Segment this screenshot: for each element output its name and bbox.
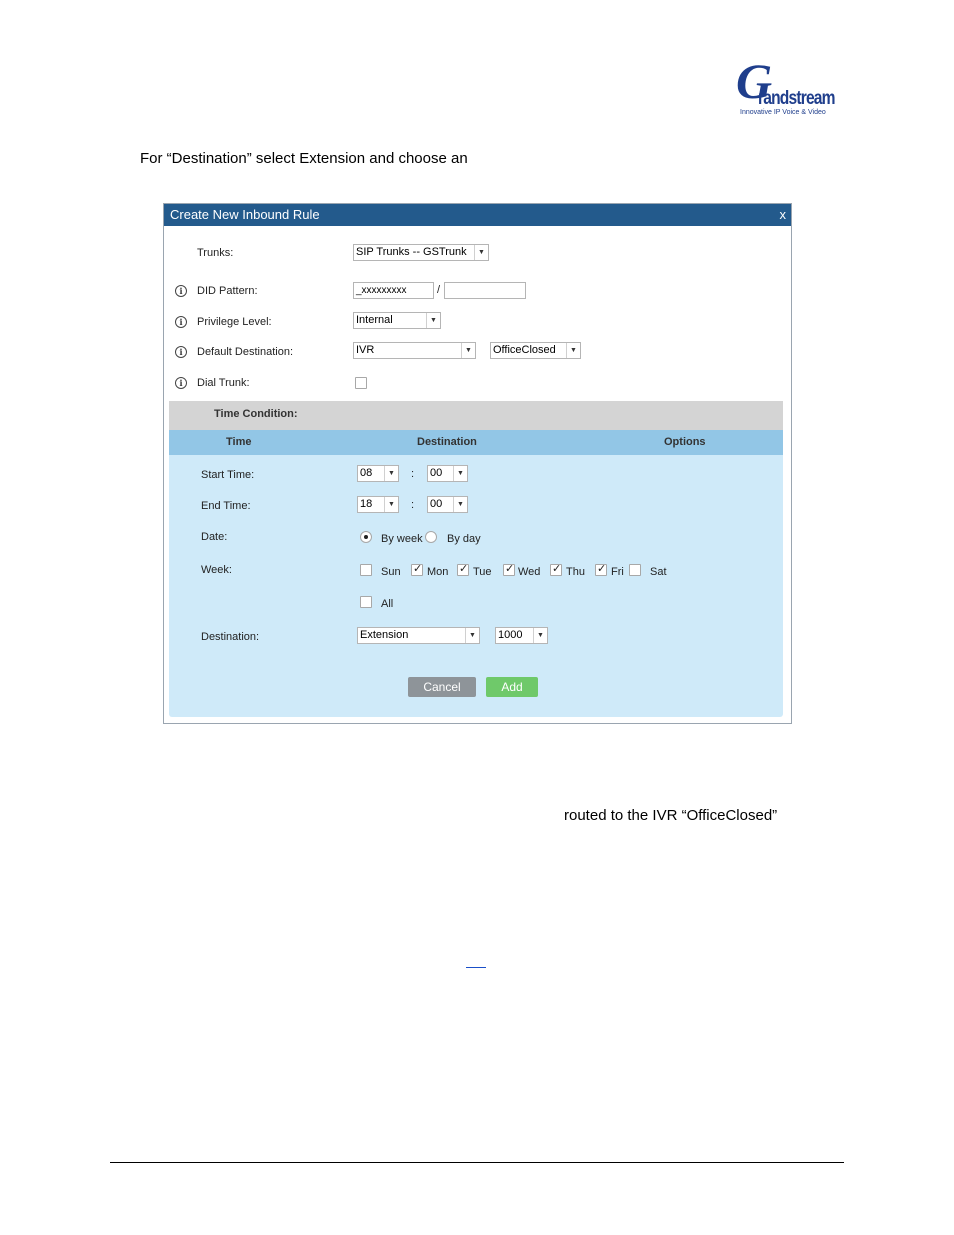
chevron-down-icon: ▼	[384, 497, 398, 512]
date-label: Date:	[201, 531, 228, 543]
paragraph-text: routed to the IVR “OfficeClosed”	[564, 807, 778, 824]
checkmark-icon: ✓	[459, 563, 469, 575]
privilege-level-value: Internal	[356, 314, 393, 326]
time-condition-bar	[169, 401, 783, 430]
time-condition-title: Time Condition:	[214, 408, 298, 420]
chevron-down-icon: ▼	[426, 313, 440, 328]
time-condition-header	[169, 430, 783, 455]
all-days-checkbox[interactable]	[360, 596, 372, 608]
day-label-wed: Wed	[518, 566, 541, 578]
inbound-rule-dialog	[163, 203, 792, 724]
did-pattern-label: DID Pattern:	[197, 285, 258, 297]
logo-word: randstream	[758, 88, 835, 109]
destination-type-value: Extension	[360, 629, 409, 641]
by-day-radio[interactable]	[425, 531, 437, 543]
logo-tagline: Innovative IP Voice & Video	[740, 109, 826, 116]
start-hour-select[interactable]	[357, 465, 399, 482]
trunks-label: Trunks:	[197, 247, 234, 259]
day-checkbox-tue[interactable]	[457, 564, 469, 576]
day-label-thu: Thu	[566, 566, 585, 578]
did-separator: /	[437, 284, 441, 296]
default-destination-value: IVR	[356, 344, 375, 356]
checkmark-icon: ✓	[505, 563, 515, 575]
chevron-down-icon: ▼	[384, 466, 398, 481]
chevron-down-icon: ▼	[453, 466, 467, 481]
day-checkbox-sun[interactable]	[360, 564, 372, 576]
info-icon[interactable]: i	[175, 346, 187, 358]
dialog-titlebar	[164, 204, 791, 226]
by-week-radio[interactable]	[360, 531, 372, 543]
day-checkbox-sat[interactable]	[629, 564, 641, 576]
dialog-title: Create New Inbound Rule	[170, 207, 320, 222]
end-minute-select[interactable]	[427, 496, 468, 513]
time-condition-panel	[169, 430, 783, 717]
end-minute-value: 00	[430, 498, 443, 510]
chevron-down-icon: ▼	[474, 245, 488, 260]
dial-trunk-checkbox[interactable]	[355, 377, 367, 389]
by-week-label: By week	[381, 533, 423, 545]
default-destination-select[interactable]	[353, 342, 476, 359]
checkmark-icon: ✓	[413, 563, 423, 575]
footer-divider	[110, 1162, 844, 1163]
trunks-value: SIP Trunks -- GSTrunk	[356, 246, 467, 258]
start-minute-value: 00	[430, 467, 443, 479]
info-icon[interactable]: i	[175, 285, 187, 297]
checkmark-icon: ✓	[552, 563, 562, 575]
dial-trunk-label: Dial Trunk:	[197, 377, 250, 389]
day-label-sun: Sun	[381, 566, 401, 578]
by-day-label: By day	[447, 533, 481, 545]
end-time-label: End Time:	[201, 500, 251, 512]
radio-dot	[364, 535, 368, 539]
day-label-fri: Fri	[611, 566, 624, 578]
destination-label: Destination:	[201, 631, 260, 643]
time-colon: :	[411, 468, 415, 480]
default-destination-ivr-select[interactable]	[490, 342, 581, 359]
add-button[interactable]: Add	[486, 677, 538, 697]
grandstream-logo	[736, 53, 836, 120]
logo-letter: G	[736, 53, 773, 109]
default-destination-ivr-value: OfficeClosed	[493, 344, 556, 356]
close-button[interactable]: x	[779, 207, 786, 222]
day-checkbox-fri[interactable]	[595, 564, 607, 576]
footnote-link[interactable]	[466, 953, 486, 968]
header-options: Options	[664, 436, 706, 448]
destination-type-select[interactable]	[357, 627, 480, 644]
day-checkbox-thu[interactable]	[550, 564, 562, 576]
did-pattern-input-2[interactable]	[444, 282, 526, 299]
privilege-level-label: Privilege Level:	[197, 316, 272, 328]
did-pattern-input[interactable]	[353, 282, 434, 299]
cancel-button[interactable]: Cancel	[408, 677, 476, 697]
end-hour-value: 18	[360, 498, 373, 510]
chevron-down-icon: ▼	[465, 628, 479, 643]
time-colon: :	[411, 499, 415, 511]
did-pattern-value: _xxxxxxxxx	[356, 285, 407, 296]
info-icon[interactable]: i	[175, 316, 187, 328]
chevron-down-icon: ▼	[453, 497, 467, 512]
destination-extension-value: 1000	[498, 629, 523, 641]
header-time: Time	[226, 436, 252, 448]
trunks-select[interactable]	[353, 244, 489, 261]
day-label-tue: Tue	[473, 566, 492, 578]
chevron-down-icon: ▼	[533, 628, 547, 643]
day-checkbox-wed[interactable]	[503, 564, 515, 576]
end-hour-select[interactable]	[357, 496, 399, 513]
all-days-label: All	[381, 598, 394, 610]
checkmark-icon: ✓	[597, 563, 607, 575]
privilege-level-select[interactable]	[353, 312, 441, 329]
info-icon[interactable]: i	[175, 377, 187, 389]
day-label-sat: Sat	[650, 566, 667, 578]
intro-text: For “Destination” select Extension and choose an	[140, 150, 468, 167]
chevron-down-icon: ▼	[566, 343, 580, 358]
start-minute-select[interactable]	[427, 465, 468, 482]
day-label-mon: Mon	[427, 566, 449, 578]
day-checkbox-mon[interactable]	[411, 564, 423, 576]
start-time-label: Start Time:	[201, 469, 255, 481]
header-destination: Destination	[417, 436, 477, 448]
week-label: Week:	[201, 564, 232, 576]
destination-extension-select[interactable]	[495, 627, 548, 644]
start-hour-value: 08	[360, 467, 373, 479]
chevron-down-icon: ▼	[461, 343, 475, 358]
default-destination-label: Default Destination:	[197, 346, 293, 358]
